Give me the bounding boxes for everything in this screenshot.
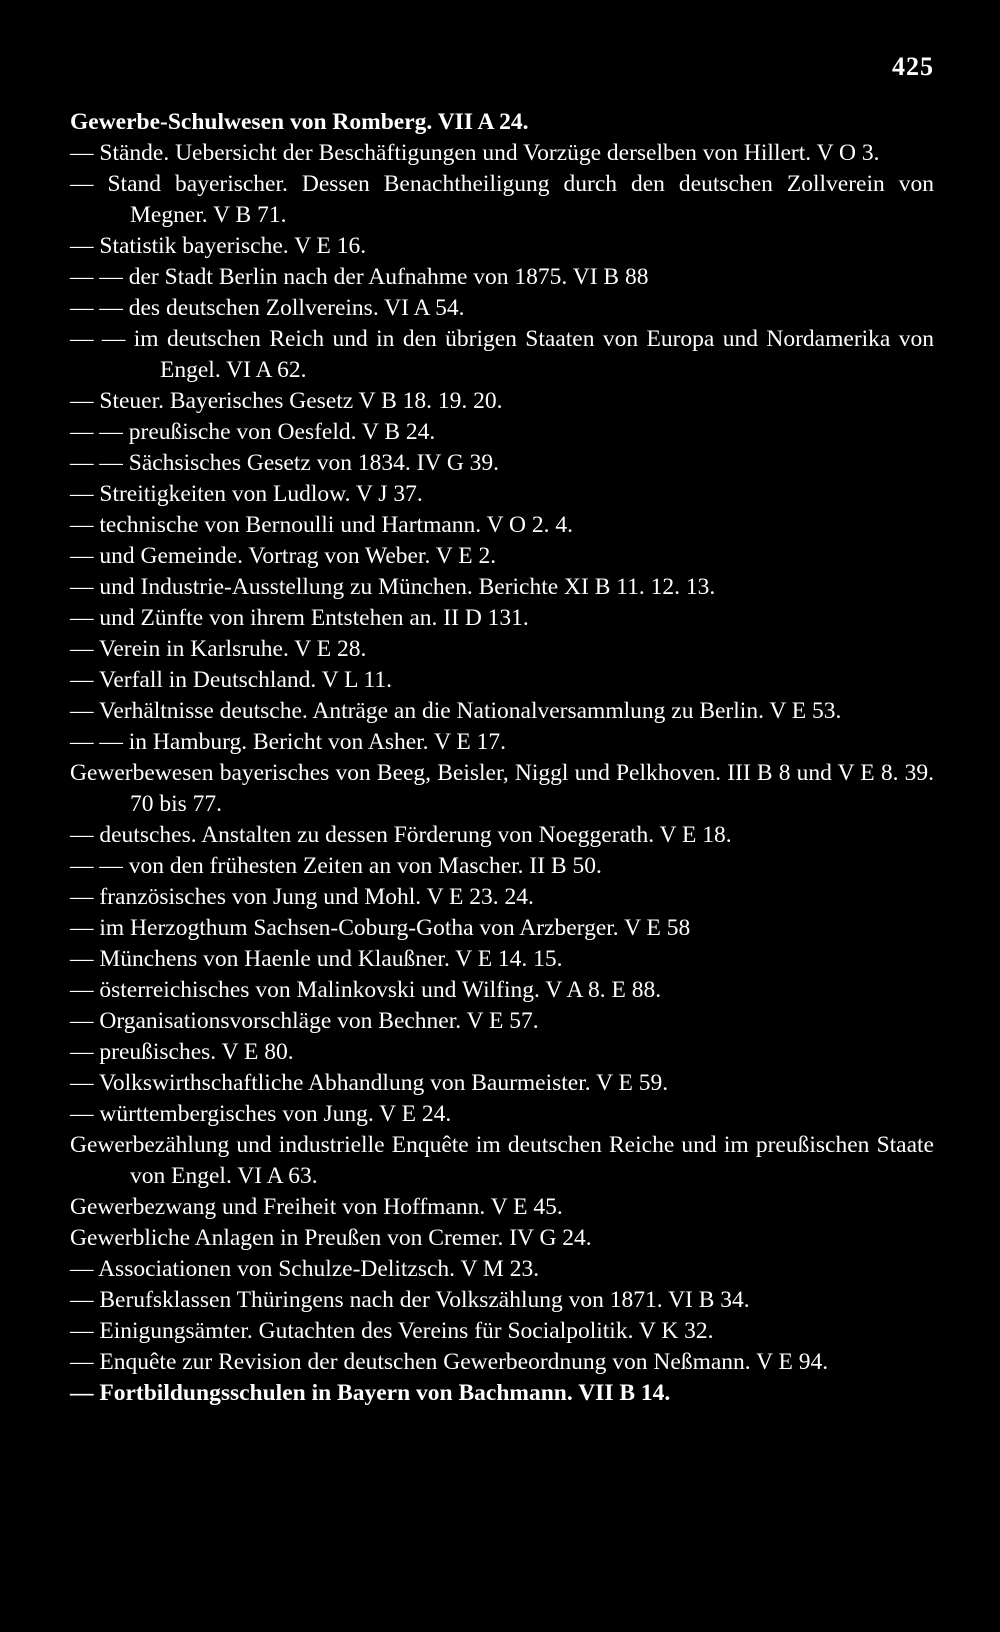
index-entry: — Fortbildungsschulen in Bayern von Bachmann. VII B 14. <box>70 1380 671 1406</box>
index-entry: — deutsches. Anstalten zu dessen Förderung von Noeggerath. V E 18. <box>70 822 732 848</box>
index-entry: — — des deutschen Zollvereins. VI A 54. <box>70 295 465 321</box>
index-entry: — und Gemeinde. Vortrag von Weber. V E 2. <box>70 543 497 569</box>
index-entry: — preußisches. V E 80. <box>70 1039 294 1065</box>
index-entry: Gewerbezählung und industrielle Enquête im deutschen Reiche und im preußischen Staate von Engel. VI A 63. <box>70 1132 934 1189</box>
index-entry: — technische von Bernoulli und Hartmann. V O 2. 4. <box>70 512 574 538</box>
index-entry: — Verhältnisse deutsche. Anträge an die Nationalversammlung zu Berlin. V E 53. <box>70 698 842 724</box>
index-entry: — Streitigkeiten von Ludlow. V J 37. <box>70 481 423 507</box>
index-entry: — Stand bayerischer. Dessen Benachtheiligung durch den deutschen Zollverein von Megner. V B 71. <box>70 171 934 228</box>
index-entry: — im Herzogthum Sachsen-Coburg-Gotha von Arzberger. V E 58 <box>70 915 691 941</box>
index-entries <box>70 107 934 1409</box>
index-entry: — Einigungsämter. Gutachten des Vereins für Socialpolitik. V K 32. <box>70 1318 714 1344</box>
index-entry: — Statistik bayerische. V E 16. <box>70 233 367 259</box>
index-entry: — und Zünfte von ihrem Entstehen an. II D 131. <box>70 605 529 631</box>
index-entry: — Steuer. Bayerisches Gesetz V B 18. 19. 20. <box>70 388 503 414</box>
index-entry: — — in Hamburg. Bericht von Asher. V E 17. <box>70 729 507 755</box>
page-number: 425 <box>892 52 934 81</box>
index-entry: Gewerbe-Schulwesen von Romberg. VII A 24. <box>70 109 529 135</box>
index-entry: — — im deutschen Reich und in den übrigen Staaten von Europa und Nordamerika von Engel. VI A 62. <box>70 326 934 383</box>
index-entry: — Enquête zur Revision der deutschen Gewerbeordnung von Neßmann. V E 94. <box>70 1349 829 1375</box>
index-entry: — — der Stadt Berlin nach der Aufnahme von 1875. VI B 88 <box>70 264 649 290</box>
index-entry: — französisches von Jung und Mohl. V E 23. 24. <box>70 884 534 910</box>
index-entry: — Organisationsvorschläge von Bechner. V E 57. <box>70 1008 539 1034</box>
index-entry: — — Sächsisches Gesetz von 1834. IV G 39. <box>70 450 500 476</box>
index-entry: — Stände. Uebersicht der Beschäftigungen und Vorzüge derselben von Hillert. V O 3. <box>70 140 880 166</box>
index-entry: Gewerbliche Anlagen in Preußen von Cremer. IV G 24. <box>70 1225 592 1251</box>
index-entry: — — von den frühesten Zeiten an von Mascher. II B 50. <box>70 853 602 879</box>
index-entry: — und Industrie-Ausstellung zu München. Berichte XI B 11. 12. 13. <box>70 574 716 600</box>
index-entry: — Volkswirthschaftliche Abhandlung von Baurmeister. V E 59. <box>70 1070 669 1096</box>
index-entry: — württembergisches von Jung. V E 24. <box>70 1101 452 1127</box>
index-entry: Gewerbewesen bayerisches von Beeg, Beisler, Niggl und Pelkhoven. III B 8 und V E 8. 39. 70 bis 77. <box>70 760 934 817</box>
index-entry: — — preußische von Oesfeld. V B 24. <box>70 419 436 445</box>
index-entry: — österreichisches von Malinkovski und Wilfing. V A 8. E 88. <box>70 977 662 1003</box>
index-entry: — Verfall in Deutschland. V L 11. <box>70 667 392 693</box>
index-entry: — Münchens von Haenle und Klaußner. V E 14. 15. <box>70 946 563 972</box>
index-entry: — Associationen von Schulze-Delitzsch. V M 23. <box>70 1256 540 1282</box>
index-entry: — Verein in Karlsruhe. V E 28. <box>70 636 367 662</box>
index-entry: Gewerbezwang und Freiheit von Hoffmann. V E 45. <box>70 1194 563 1220</box>
index-entry: — Berufsklassen Thüringens nach der Volkszählung von 1871. VI B 34. <box>70 1287 750 1313</box>
